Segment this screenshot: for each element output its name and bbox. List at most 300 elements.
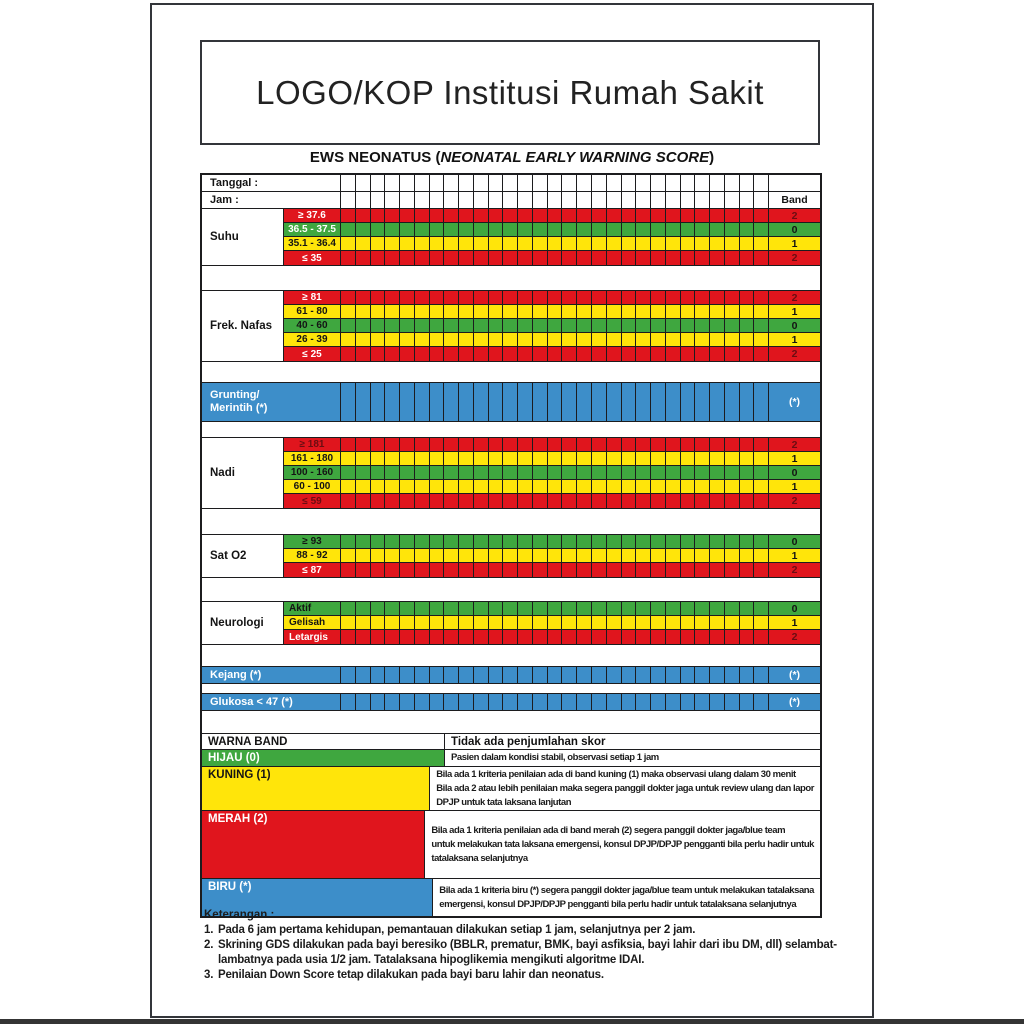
grid-cell xyxy=(371,175,386,191)
grid-cell xyxy=(725,667,740,683)
grid-cell xyxy=(592,237,607,250)
grid-cell xyxy=(356,383,371,421)
grid-cell xyxy=(415,333,430,346)
row-grid xyxy=(341,602,769,615)
grid-cell xyxy=(518,438,533,451)
grid-cell xyxy=(622,602,637,615)
grid-cell xyxy=(622,333,637,346)
table-gap xyxy=(202,509,820,534)
grid-cell xyxy=(533,438,548,451)
note-item xyxy=(204,923,822,938)
grid-cell xyxy=(577,319,592,332)
grid-cell xyxy=(695,347,710,361)
grid-cell xyxy=(548,494,563,508)
blue-row-label xyxy=(202,694,341,710)
grid-cell xyxy=(548,694,563,710)
grid-cell xyxy=(474,494,489,508)
grid-cell xyxy=(518,209,533,222)
grid-cell xyxy=(400,319,415,332)
param-group-nadi xyxy=(202,437,820,509)
grid-cell xyxy=(681,535,696,548)
group-rows xyxy=(284,438,820,508)
grid-cell xyxy=(400,192,415,208)
grid-cell xyxy=(622,549,637,562)
grid-cell xyxy=(710,237,725,250)
grid-cell xyxy=(562,694,577,710)
grid-cell xyxy=(503,616,518,629)
grid-cell xyxy=(444,452,459,465)
grid-cell xyxy=(503,192,518,208)
grid-cell xyxy=(681,291,696,304)
band-value: 0 xyxy=(791,535,798,548)
score-row xyxy=(284,237,820,251)
grid-cell xyxy=(666,549,681,562)
grid-cell xyxy=(474,667,489,683)
grid-cell xyxy=(444,549,459,562)
grid-cell xyxy=(636,333,651,346)
grid-cell xyxy=(341,383,356,421)
grid-cell xyxy=(740,563,755,577)
grid-cell xyxy=(385,694,400,710)
legend-text xyxy=(430,767,820,810)
grid-cell xyxy=(356,333,371,346)
grid-cell xyxy=(754,347,769,361)
grid-cell xyxy=(356,319,371,332)
grid-cell xyxy=(533,667,548,683)
grid-cell xyxy=(518,291,533,304)
row-grid xyxy=(341,251,769,265)
grid-cell xyxy=(725,549,740,562)
grid-cell xyxy=(577,175,592,191)
grid-cell xyxy=(592,602,607,615)
grid-cell xyxy=(474,175,489,191)
grid-cell xyxy=(533,466,548,479)
grid-cell xyxy=(592,563,607,577)
grid-cell xyxy=(710,535,725,548)
grid-cell xyxy=(341,452,356,465)
score-row xyxy=(284,630,820,644)
grid-cell xyxy=(430,383,445,421)
band-value: (*) xyxy=(788,396,801,408)
grid-cell xyxy=(577,616,592,629)
grid-cell xyxy=(754,480,769,493)
blue-row-grid xyxy=(341,383,769,421)
table-gap xyxy=(202,362,820,382)
grid-cell xyxy=(474,480,489,493)
band-value: 0 xyxy=(791,223,798,236)
grid-cell xyxy=(577,563,592,577)
grid-cell xyxy=(400,438,415,451)
grid-cell xyxy=(371,466,386,479)
grid-cell xyxy=(415,251,430,265)
grid-cell xyxy=(533,237,548,250)
grid-cell xyxy=(489,630,504,644)
grid-cell xyxy=(651,452,666,465)
score-row xyxy=(284,616,820,630)
grid-cell xyxy=(444,630,459,644)
grid-cell xyxy=(518,452,533,465)
grid-cell xyxy=(371,667,386,683)
grid-cell xyxy=(518,549,533,562)
grid-cell xyxy=(533,616,548,629)
group-label: Neurologi xyxy=(202,602,284,644)
note-item xyxy=(204,938,837,968)
table-gap xyxy=(202,711,820,733)
grid-cell xyxy=(518,630,533,644)
score-row xyxy=(284,291,820,305)
grid-cell xyxy=(681,466,696,479)
score-row xyxy=(284,563,820,577)
grid-cell xyxy=(562,192,577,208)
grid-cell xyxy=(651,237,666,250)
grid-cell xyxy=(754,694,769,710)
grid-cell xyxy=(636,347,651,361)
group-rows xyxy=(284,209,820,265)
grid-cell xyxy=(666,237,681,250)
grid-cell xyxy=(444,333,459,346)
grid-cell xyxy=(681,209,696,222)
grid-cell xyxy=(666,333,681,346)
grid-cell xyxy=(681,333,696,346)
grid-cell xyxy=(548,251,563,265)
grid-cell xyxy=(503,438,518,451)
grid-cell xyxy=(740,616,755,629)
legend-header-text: Tidak ada penjumlahan skor xyxy=(451,735,606,748)
grid-cell xyxy=(430,237,445,250)
grid-cell xyxy=(503,305,518,318)
grid-cell xyxy=(592,616,607,629)
grid-cell xyxy=(592,305,607,318)
grid-cell xyxy=(651,602,666,615)
grid-cell xyxy=(562,602,577,615)
grid-cell xyxy=(444,480,459,493)
grid-cell xyxy=(636,192,651,208)
grid-cell xyxy=(400,466,415,479)
grid-cell xyxy=(725,452,740,465)
grid-cell xyxy=(518,383,533,421)
grid-cell xyxy=(622,209,637,222)
grid-cell xyxy=(341,616,356,629)
grid-cell xyxy=(444,305,459,318)
grid-cell xyxy=(681,667,696,683)
grid-cell xyxy=(577,251,592,265)
grid-cell xyxy=(415,667,430,683)
grid-cell xyxy=(695,616,710,629)
grid-cell xyxy=(695,667,710,683)
grid-cell xyxy=(356,630,371,644)
grid-cell xyxy=(710,616,725,629)
legend-swatch-label: HIJAU (0) xyxy=(202,750,445,766)
group-label: Frek. Nafas xyxy=(202,291,284,361)
grid-cell xyxy=(592,223,607,236)
grid-cell xyxy=(444,616,459,629)
grid-cell xyxy=(562,383,577,421)
grid-cell xyxy=(459,383,474,421)
grid-cell xyxy=(459,602,474,615)
grid-cell xyxy=(503,383,518,421)
grid-cell xyxy=(356,616,371,629)
grid-cell xyxy=(444,563,459,577)
range-label: ≤ 59 xyxy=(284,494,341,508)
grid-cell xyxy=(400,251,415,265)
grid-cell xyxy=(385,466,400,479)
grid-cell xyxy=(607,563,622,577)
legend-text xyxy=(425,811,820,878)
grid-cell xyxy=(371,305,386,318)
grid-cell xyxy=(459,494,474,508)
grid-cell xyxy=(474,549,489,562)
grid-cell xyxy=(415,535,430,548)
grid-cell xyxy=(341,305,356,318)
grid-cell xyxy=(754,223,769,236)
grid-cell xyxy=(518,319,533,332)
grid-cell xyxy=(754,237,769,250)
grid-cell xyxy=(518,480,533,493)
grid-cell xyxy=(341,333,356,346)
grid-cell xyxy=(371,616,386,629)
row-grid xyxy=(341,237,769,250)
grid-cell xyxy=(548,223,563,236)
grid-cell xyxy=(518,175,533,191)
grid-cell xyxy=(666,251,681,265)
grid-cell xyxy=(710,549,725,562)
grid-cell xyxy=(740,175,755,191)
note-text xyxy=(218,923,822,938)
grid-cell xyxy=(592,251,607,265)
grid-cell xyxy=(430,667,445,683)
grid-cell xyxy=(651,347,666,361)
grid-cell xyxy=(622,347,637,361)
group-label: Sat O2 xyxy=(202,535,284,577)
grid-cell xyxy=(725,630,740,644)
grid-cell xyxy=(622,319,637,332)
grid-cell xyxy=(651,305,666,318)
grid-cell xyxy=(400,175,415,191)
grid-cell xyxy=(695,563,710,577)
legend-text-line: Bila ada 1 kriteria penilaian ada di band kuning (1) maka observasi ulang dalam 30 menit xyxy=(436,768,796,780)
blue-row-grid xyxy=(341,667,769,683)
grid-cell xyxy=(385,347,400,361)
grid-cell xyxy=(622,175,637,191)
grid-cell xyxy=(754,494,769,508)
band-value: (*) xyxy=(788,696,801,708)
grid-cell xyxy=(622,630,637,644)
row-grid xyxy=(341,452,769,465)
grid-cell xyxy=(430,209,445,222)
grid-cell xyxy=(356,480,371,493)
grid-cell xyxy=(607,535,622,548)
grid-cell xyxy=(503,535,518,548)
grid-cell xyxy=(681,175,696,191)
grid-cell xyxy=(415,347,430,361)
grid-cell xyxy=(577,630,592,644)
grid-cell xyxy=(577,291,592,304)
notes-section xyxy=(204,908,837,983)
grid-cell xyxy=(356,251,371,265)
grid-cell xyxy=(459,452,474,465)
grid-cell xyxy=(341,563,356,577)
grid-cell xyxy=(592,494,607,508)
group-label: Suhu xyxy=(202,209,284,265)
grid-cell xyxy=(562,616,577,629)
grid-cell xyxy=(725,466,740,479)
grid-cell xyxy=(740,237,755,250)
grid-cell xyxy=(385,535,400,548)
grid-cell xyxy=(400,667,415,683)
row-grid xyxy=(341,209,769,222)
grid-cell xyxy=(651,175,666,191)
grid-cell xyxy=(430,333,445,346)
grid-cell xyxy=(695,333,710,346)
grid-cell xyxy=(622,535,637,548)
grid-cell xyxy=(474,223,489,236)
grid-cell xyxy=(562,347,577,361)
grid-cell xyxy=(474,563,489,577)
legend-swatch-label: KUNING (1) xyxy=(202,767,430,810)
grid-cell xyxy=(636,494,651,508)
grid-cell xyxy=(400,209,415,222)
grid-cell xyxy=(474,237,489,250)
blue-criteria-row xyxy=(202,666,820,684)
grid-cell xyxy=(489,549,504,562)
grid-cell xyxy=(562,438,577,451)
grid-cell xyxy=(577,466,592,479)
grid-cell xyxy=(548,480,563,493)
grid-cell xyxy=(607,223,622,236)
group-rows xyxy=(284,602,820,644)
grid-cell xyxy=(681,602,696,615)
grid-cell xyxy=(651,333,666,346)
range-label: 36.5 - 37.5 xyxy=(284,223,341,236)
grid-cell xyxy=(371,209,386,222)
grid-cell xyxy=(533,383,548,421)
grid-cell xyxy=(415,438,430,451)
score-row xyxy=(284,347,820,361)
grid-cell xyxy=(503,291,518,304)
grid-cell xyxy=(577,383,592,421)
date-row-grid xyxy=(341,175,769,191)
grid-cell xyxy=(607,305,622,318)
grid-cell xyxy=(489,616,504,629)
grid-cell xyxy=(592,438,607,451)
grid-cell xyxy=(518,494,533,508)
grid-cell xyxy=(740,305,755,318)
grid-cell xyxy=(695,694,710,710)
grid-cell xyxy=(754,192,769,208)
grid-cell xyxy=(371,549,386,562)
grid-cell xyxy=(666,466,681,479)
grid-cell xyxy=(681,251,696,265)
grid-cell xyxy=(754,452,769,465)
hour-row-grid xyxy=(341,192,769,208)
grid-cell xyxy=(651,438,666,451)
grid-cell xyxy=(415,192,430,208)
grid-cell xyxy=(430,466,445,479)
grid-cell xyxy=(666,192,681,208)
grid-cell xyxy=(430,480,445,493)
range-label: ≤ 87 xyxy=(284,563,341,577)
grid-cell xyxy=(562,209,577,222)
grid-cell xyxy=(444,319,459,332)
grid-cell xyxy=(681,549,696,562)
grid-cell xyxy=(548,333,563,346)
table-gap xyxy=(202,684,820,693)
grid-cell xyxy=(695,237,710,250)
grid-cell xyxy=(385,383,400,421)
grid-cell xyxy=(341,251,356,265)
row-grid xyxy=(341,305,769,318)
param-group-neurologi xyxy=(202,601,820,645)
grid-cell xyxy=(533,333,548,346)
score-row xyxy=(284,535,820,549)
grid-cell xyxy=(681,347,696,361)
grid-cell xyxy=(518,333,533,346)
band-value: 2 xyxy=(791,348,798,360)
grid-cell xyxy=(562,452,577,465)
grid-cell xyxy=(489,563,504,577)
grid-cell xyxy=(371,535,386,548)
grid-cell xyxy=(636,305,651,318)
grid-cell xyxy=(740,667,755,683)
grid-cell xyxy=(651,694,666,710)
score-row xyxy=(284,452,820,466)
legend-text-line: Pasien dalam kondisi stabil, observasi setiap 1 jam xyxy=(451,752,659,763)
grid-cell xyxy=(430,192,445,208)
grid-cell xyxy=(489,494,504,508)
grid-cell xyxy=(533,694,548,710)
grid-cell xyxy=(474,383,489,421)
grid-cell xyxy=(725,694,740,710)
grid-cell xyxy=(636,438,651,451)
grid-cell xyxy=(503,319,518,332)
grid-cell xyxy=(740,694,755,710)
grid-cell xyxy=(474,291,489,304)
grid-cell xyxy=(341,535,356,548)
grid-cell xyxy=(474,630,489,644)
grid-cell xyxy=(710,452,725,465)
grid-cell xyxy=(518,237,533,250)
grid-cell xyxy=(754,319,769,332)
grid-cell xyxy=(681,383,696,421)
grid-cell xyxy=(415,223,430,236)
grid-cell xyxy=(607,452,622,465)
grid-cell xyxy=(548,563,563,577)
grid-cell xyxy=(385,305,400,318)
grid-cell xyxy=(695,466,710,479)
grid-cell xyxy=(622,383,637,421)
grid-cell xyxy=(356,602,371,615)
note-text xyxy=(218,938,837,968)
grid-cell xyxy=(518,535,533,548)
grid-cell xyxy=(503,209,518,222)
grid-cell xyxy=(710,291,725,304)
grid-cell xyxy=(415,563,430,577)
hour-row xyxy=(202,192,820,209)
score-row xyxy=(284,333,820,347)
grid-cell xyxy=(740,438,755,451)
grid-cell xyxy=(489,291,504,304)
grid-cell xyxy=(459,616,474,629)
grid-cell xyxy=(459,192,474,208)
grid-cell xyxy=(444,438,459,451)
grid-cell xyxy=(607,175,622,191)
grid-cell xyxy=(341,209,356,222)
logo-header-text: LOGO/KOP Institusi Rumah Sakit xyxy=(256,73,764,111)
grid-cell xyxy=(533,347,548,361)
grid-cell xyxy=(474,347,489,361)
grid-cell xyxy=(636,667,651,683)
band-value: 1 xyxy=(791,237,798,250)
